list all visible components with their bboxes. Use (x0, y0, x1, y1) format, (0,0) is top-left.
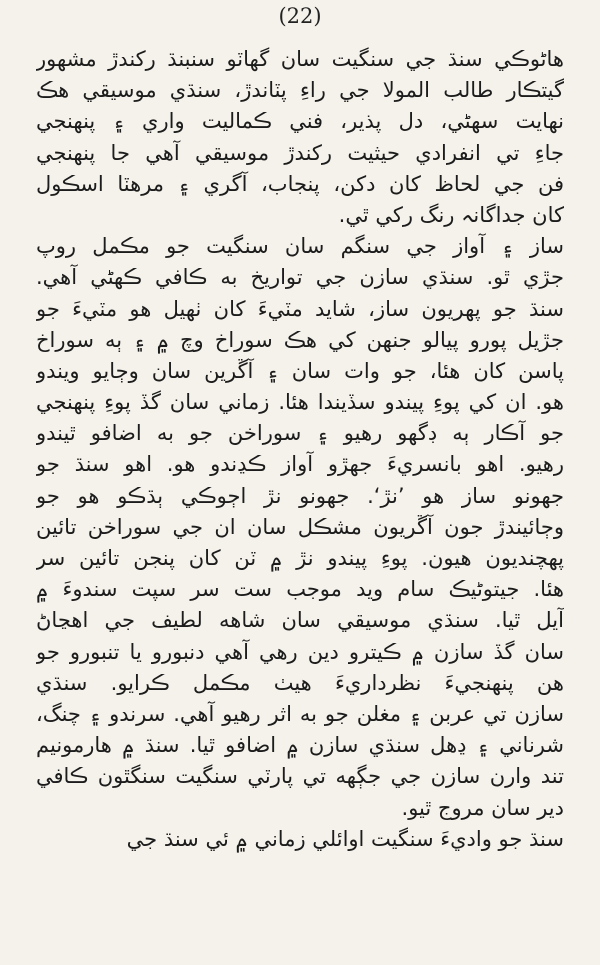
text-line: گيتڪار طالب المولا جي راءِ پٽاندڙ، سنڌي موسيقي هڪ (36, 78, 564, 103)
text-line: ساز ۽ آواز جي سنگم سان سنگيت جو مڪمل روپ (36, 234, 564, 259)
text-line: رهيو. اهو بانسريءَ جهڙو آواز ڪڍندو هو. اهو سنڌ جو (36, 452, 564, 477)
text-line: سان گڏ سازن ۾ ڪيترو دين رهي آهي دنبورو يا تنبورو جو (36, 639, 564, 664)
text-line: تند وارن سازن جي جڳهه تي پارٽي سنگيت سنگٿون ڪافي (36, 764, 564, 789)
text-line: هو. ان کي پوءِ پيندو سڏيندا هئا. زماني سان گڏ پوءِ پنهنجي (36, 390, 564, 415)
text-line: شرناني ۽ ڍهل سنڌي سازن ۾ اضافو ٿيا. سنڌ ۾ هارمونيم (36, 733, 564, 758)
text-line: هئا. جيتوڻيڪ سام ويد موجب ست سر سپت سندوءَ ۾ (36, 577, 564, 602)
text-line: هن پنهنجيءَ نظرداريءَ هيٺ مڪمل ڪرايو. سنڌي (36, 670, 564, 695)
body-text (36, 44, 564, 855)
text-line: سنڌ جو پهريون ساز، شايد مٽيءَ کان ٺهيل هو مٽيءَ جو (36, 296, 564, 321)
text-line: جو آڪار ٻه ڊگهو رهيو ۽ سوراخن جو به اضافو ٿيندو (36, 421, 564, 446)
text-line: فن جي لحاظ کان دکن، پنجاب، آگري ۽ مرهٽا اسڪول (36, 171, 564, 196)
text-line: نهايت سهڻي، دل پذير، فني ڪماليت واري ۽ پنهنجي (36, 109, 564, 134)
text-line: جڙيل پورو پيالو جنهن کي هڪ سوراخ وچ ۾ ۽ ٻه سوراخ (36, 327, 564, 352)
page-number: (22) (278, 4, 322, 28)
text-line: پهچنديون هيون. پوءِ پيندو نڙ ۾ ٽن کان پنجن تائين سر (36, 546, 564, 570)
paragraph-end-line: دير سان مروج ٿيو. (401, 795, 564, 820)
text-line: سنڌ جو واديءَ سنگيت اوائلي زماني ۾ ئي سنڌ جي (126, 826, 564, 851)
text-line: آيل ٿيا. سنڌي موسيقي سان شاهه لطيف جي اهڃاڻ (36, 608, 564, 633)
text-line: پاسن کان هئا، جو وات سان ۽ آڱرين سان وڄايو ويندو (36, 358, 564, 383)
text-line: وڄائيندڙ جون آڱريون مشڪل سان ان جي سوراخن تائين (36, 514, 564, 539)
paragraph-end-line: کان جداگانہ رنگ رکي ٿي. (338, 202, 564, 227)
text-line: جاءِ تي انفرادي حيثيت رکندڙ موسيقي آهي جا پنهنجي (36, 140, 564, 165)
text-line: هاڻوڪي سنڌ جي سنگيت سان گهاٽو سنبنڌ رکندڙ مشهور (36, 47, 564, 71)
text-line: جڙي ٿو. سنڌي سازن جي تواريخ به ڪافي ڪهڻي آهي. (36, 265, 564, 290)
text-line: سازن تي عربن ۽ مغلن جو به اثر رهيو آهي. سرندو ۽ چنگ، (36, 701, 564, 726)
text-line: جهونو ساز هو ’نڙ‘. جهونو نڙ اڄوڪي ٻڌڪو هو جو (36, 483, 564, 508)
